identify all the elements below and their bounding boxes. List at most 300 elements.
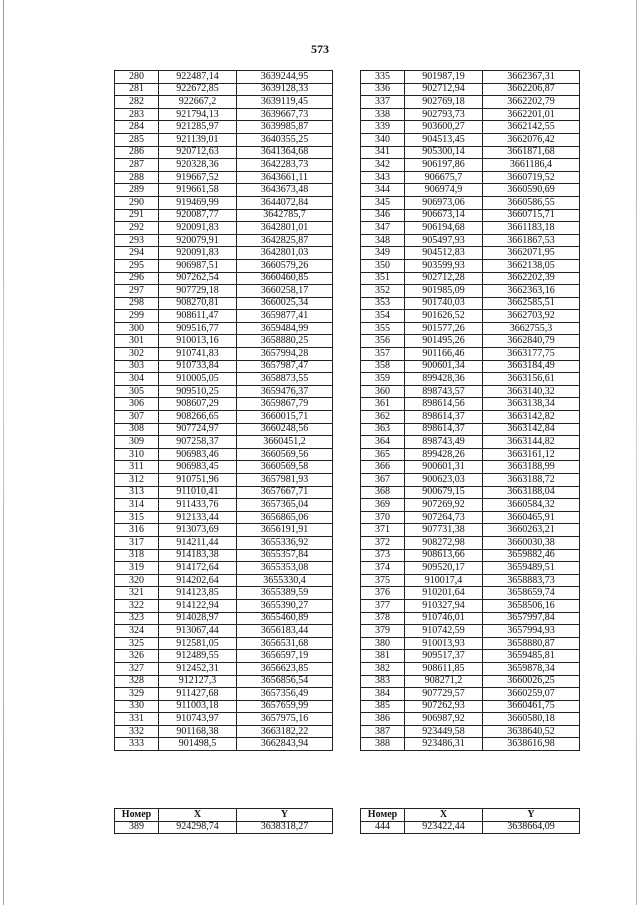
cell-x: 909516,77 [159,322,237,335]
cell-number: 308 [115,423,159,436]
table-row [361,436,580,449]
cell-x: 904513,45 [405,133,483,146]
cell-y: 3656865,06 [237,511,333,524]
cell-number: 366 [361,461,405,474]
table-row [361,599,580,612]
table-row [115,587,333,600]
cell-y: 3658880,25 [237,335,333,348]
cell-number: 324 [115,625,159,638]
cell-x: 914211,44 [159,536,237,549]
cell-y: 3662071,95 [483,247,580,260]
cell-x: 906974,9 [405,184,483,197]
table-row [361,398,580,411]
cell-x: 899428,36 [405,373,483,386]
table-row [115,599,333,612]
cell-number: 285 [115,133,159,146]
cell-number: 284 [115,121,159,134]
table-row [115,96,333,109]
cell-x: 902793,73 [405,108,483,121]
cell-number: 384 [361,688,405,701]
cell-number: 382 [361,662,405,675]
table-row [361,675,580,688]
cell-x: 910733,84 [159,360,237,373]
cell-y: 3642801,03 [237,247,333,260]
cell-number: 354 [361,310,405,323]
cell-x: 901987,19 [405,71,483,84]
table-row [361,348,580,361]
table-row [361,474,580,487]
cell-x: 899428,26 [405,448,483,461]
cell-y: 3657981,93 [237,474,333,487]
table-row [361,486,580,499]
cell-number: 353 [361,297,405,310]
table-row [361,373,580,386]
table-row [361,549,580,562]
cell-number: 339 [361,121,405,134]
table-row [361,423,580,436]
cell-x: 921285,97 [159,121,237,134]
cell-number: 305 [115,385,159,398]
cell-x: 910327,94 [405,599,483,612]
cell-number: 332 [115,725,159,738]
cell-y: 3662755,3 [483,322,580,335]
cell-y: 3660569,58 [237,461,333,474]
table-row [115,625,333,638]
cell-y: 3639128,33 [237,83,333,96]
table-row [115,335,333,348]
cell-number: 385 [361,700,405,713]
cell-number: 374 [361,562,405,575]
cell-number: 355 [361,322,405,335]
cell-number: 291 [115,209,159,222]
cell-x: 910751,96 [159,474,237,487]
cell-x: 907729,57 [405,688,483,701]
cell-number: 346 [361,209,405,222]
cell-y: 3656531,68 [237,637,333,650]
cell-x: 912452,31 [159,662,237,675]
cell-y: 3657994,93 [483,625,580,638]
cell-number: 287 [115,159,159,172]
cell-y: 3659877,41 [237,310,333,323]
cell-x: 910742,59 [405,625,483,638]
cell-number: 317 [115,536,159,549]
cell-number: 297 [115,285,159,298]
cell-y: 3662202,39 [483,272,580,285]
cell-y: 3657994,28 [237,348,333,361]
cell-y: 3660460,85 [237,272,333,285]
cell-x: 908611,47 [159,310,237,323]
cell-number: 360 [361,385,405,398]
cell-y: 3660579,26 [237,259,333,272]
cell-y: 3658880,87 [483,637,580,650]
cell-number: 340 [361,133,405,146]
cell-x: 920087,77 [159,209,237,222]
cell-y: 3659485,81 [483,650,580,663]
cell-y: 3662843,94 [237,738,333,751]
table-row [115,675,333,688]
cell-x: 910005,05 [159,373,237,386]
cell-x: 923486,31 [405,738,483,751]
cell-x: 907729,18 [159,285,237,298]
cell-y: 3660590,69 [483,184,580,197]
table-row [115,411,333,424]
cell-x: 914172,64 [159,562,237,575]
table-row [115,650,333,663]
coordinates-table-left [114,70,333,751]
table-row [361,612,580,625]
cell-y: 3662703,92 [483,310,580,323]
cell-y: 3658883,73 [483,574,580,587]
cell-number: 378 [361,612,405,625]
cell-y: 3662076,42 [483,133,580,146]
column-header-y: Y [483,809,580,822]
cell-number: 288 [115,171,159,184]
table-row [115,385,333,398]
cell-x: 907262,54 [159,272,237,285]
cell-number: 348 [361,234,405,247]
cell-number: 377 [361,599,405,612]
cell-number: 373 [361,549,405,562]
cell-x: 922487,14 [159,71,237,84]
table-row [115,360,333,373]
cell-number: 335 [361,71,405,84]
cell-y: 3655390,27 [237,599,333,612]
cell-x: 923422,44 [405,821,483,834]
cell-number: 283 [115,108,159,121]
cell-number: 304 [115,373,159,386]
cell-y: 3643673,48 [237,184,333,197]
cell-y: 3657975,16 [237,713,333,726]
cell-x: 914122,94 [159,599,237,612]
table-row [115,234,333,247]
cell-x: 910013,16 [159,335,237,348]
cell-y: 3660451,2 [237,436,333,449]
cell-y: 3639985,87 [237,121,333,134]
cell-y: 3658659,74 [483,587,580,600]
table-row [361,688,580,701]
cell-x: 909510,25 [159,385,237,398]
table-row [115,549,333,562]
cell-x: 924298,74 [159,821,237,834]
table-row [115,574,333,587]
table-row [115,612,333,625]
table-row [361,411,580,424]
table-row [361,108,580,121]
table-row [361,247,580,260]
table-row [361,297,580,310]
cell-x: 907262,93 [405,700,483,713]
cell-y: 3662585,51 [483,297,580,310]
cell-x: 914202,64 [159,574,237,587]
cell-y: 3658873,55 [237,373,333,386]
table-row [361,146,580,159]
cell-y: 3660025,34 [237,297,333,310]
cell-number: 357 [361,348,405,361]
cell-number: 359 [361,373,405,386]
cell-x: 913067,44 [159,625,237,638]
cell-y: 3642283,73 [237,159,333,172]
cell-number: 375 [361,574,405,587]
header-row [115,809,333,822]
cell-x: 908272,98 [405,536,483,549]
table-row [361,587,580,600]
cell-y: 3663188,04 [483,486,580,499]
table-row [361,524,580,537]
cell-y: 3642825,87 [237,234,333,247]
cell-y: 3663161,12 [483,448,580,461]
cell-number: 282 [115,96,159,109]
table-row [361,360,580,373]
cell-number: 289 [115,184,159,197]
cell-number: 342 [361,159,405,172]
cell-x: 910013,93 [405,637,483,650]
cell-number: 367 [361,474,405,487]
cell-y: 3660030,38 [483,536,580,549]
cell-number: 376 [361,587,405,600]
table-row [115,448,333,461]
table-row [361,133,580,146]
table-row [361,159,580,172]
coordinates-table-bottom-right [360,808,580,834]
table-row [361,71,580,84]
table-row [115,461,333,474]
cell-x: 906673,14 [405,209,483,222]
cell-y: 3657365,04 [237,499,333,512]
cell-x: 923449,58 [405,725,483,738]
cell-number: 370 [361,511,405,524]
cell-y: 3660569,56 [237,448,333,461]
cell-x: 909517,37 [405,650,483,663]
table-row [361,625,580,638]
table-row [115,821,333,834]
cell-x: 908613,66 [405,549,483,562]
cell-number: 306 [115,398,159,411]
cell-y: 3657659,99 [237,700,333,713]
cell-number: 293 [115,234,159,247]
cell-x: 898743,49 [405,436,483,449]
cell-number: 328 [115,675,159,688]
cell-y: 3660461,75 [483,700,580,713]
cell-x: 920079,91 [159,234,237,247]
cell-x: 900601,34 [405,360,483,373]
cell-number: 315 [115,511,159,524]
cell-x: 911427,68 [159,688,237,701]
cell-y: 3639667,73 [237,108,333,121]
table-row [115,700,333,713]
cell-number: 321 [115,587,159,600]
cell-y: 3660586,55 [483,196,580,209]
cell-y: 3662367,31 [483,71,580,84]
cell-x: 901495,26 [405,335,483,348]
coordinates-table-right [360,70,580,751]
table-row [115,423,333,436]
cell-x: 900601,31 [405,461,483,474]
cell-x: 906987,92 [405,713,483,726]
table-row [115,272,333,285]
cell-x: 898614,56 [405,398,483,411]
cell-number: 312 [115,474,159,487]
cell-number: 286 [115,146,159,159]
table-row [115,486,333,499]
cell-x: 904512,83 [405,247,483,260]
column-header-number: Номер [361,809,405,822]
cell-y: 3660719,52 [483,171,580,184]
cell-y: 3656183,44 [237,625,333,638]
cell-number: 281 [115,83,159,96]
cell-x: 907258,37 [159,436,237,449]
cell-x: 911433,76 [159,499,237,512]
cell-x: 913073,69 [159,524,237,537]
cell-number: 371 [361,524,405,537]
cell-number: 320 [115,574,159,587]
table-row [361,700,580,713]
cell-number: 380 [361,637,405,650]
cell-x: 901168,38 [159,725,237,738]
table-row [115,474,333,487]
cell-y: 3663156,61 [483,373,580,386]
table-row [115,209,333,222]
table-row [361,821,580,834]
cell-y: 3659484,99 [237,322,333,335]
cell-x: 920091,83 [159,247,237,260]
cell-x: 901626,52 [405,310,483,323]
cell-number: 347 [361,222,405,235]
cell-y: 3655330,4 [237,574,333,587]
cell-y: 3660263,21 [483,524,580,537]
table-row [115,171,333,184]
cell-y: 3656856,54 [237,675,333,688]
table-row [115,322,333,335]
cell-number: 322 [115,599,159,612]
cell-x: 922667,2 [159,96,237,109]
cell-y: 3639244,95 [237,71,333,84]
coordinates-table-left-body [115,71,333,751]
cell-y: 3662363,16 [483,285,580,298]
table-row [115,159,333,172]
cell-y: 3655460,89 [237,612,333,625]
cell-x: 912581,05 [159,637,237,650]
cell-y: 3655353,08 [237,562,333,575]
cell-x: 906983,46 [159,448,237,461]
cell-y: 3662201,01 [483,108,580,121]
table-row [115,310,333,323]
cell-y: 3661871,68 [483,146,580,159]
cell-y: 3656191,91 [237,524,333,537]
cell-x: 912489,55 [159,650,237,663]
cell-number: 383 [361,675,405,688]
cell-number: 365 [361,448,405,461]
cell-number: 298 [115,297,159,310]
cell-number: 389 [115,821,159,834]
cell-y: 3659878,34 [483,662,580,675]
table-row [115,71,333,84]
cell-y: 3662142,55 [483,121,580,134]
cell-number: 310 [115,448,159,461]
table-row [115,146,333,159]
cell-x: 901577,26 [405,322,483,335]
cell-number: 341 [361,146,405,159]
cell-number: 369 [361,499,405,512]
cell-x: 919469,99 [159,196,237,209]
cell-x: 914183,38 [159,549,237,562]
cell-y: 3660584,32 [483,499,580,512]
table-row [115,738,333,751]
cell-y: 3638664,09 [483,821,580,834]
cell-y: 3640355,25 [237,133,333,146]
cell-y: 3661186,4 [483,159,580,172]
table-row [361,562,580,575]
cell-x: 906973,06 [405,196,483,209]
cell-x: 907269,92 [405,499,483,512]
table-row [115,83,333,96]
table-row [115,285,333,298]
table-row [361,310,580,323]
cell-number: 326 [115,650,159,663]
cell-x: 910741,83 [159,348,237,361]
cell-number: 356 [361,335,405,348]
cell-x: 907731,38 [405,524,483,537]
cell-y: 3655336,92 [237,536,333,549]
cell-x: 910746,01 [405,612,483,625]
cell-x: 906675,7 [405,171,483,184]
cell-number: 329 [115,688,159,701]
cell-x: 902712,28 [405,272,483,285]
cell-x: 906197,86 [405,159,483,172]
cell-y: 3660259,07 [483,688,580,701]
cell-x: 910017,4 [405,574,483,587]
cell-number: 333 [115,738,159,751]
cell-x: 920091,83 [159,222,237,235]
cell-number: 318 [115,549,159,562]
cell-number: 358 [361,360,405,373]
cell-number: 323 [115,612,159,625]
cell-x: 898614,37 [405,411,483,424]
cell-number: 351 [361,272,405,285]
cell-x: 901166,46 [405,348,483,361]
cell-number: 372 [361,536,405,549]
cell-number: 337 [361,96,405,109]
cell-number: 311 [115,461,159,474]
cell-number: 345 [361,196,405,209]
cell-x: 908607,29 [159,398,237,411]
table-row [361,499,580,512]
cell-x: 914123,85 [159,587,237,600]
cell-x: 921794,13 [159,108,237,121]
cell-number: 379 [361,625,405,638]
cell-number: 352 [361,285,405,298]
cell-number: 361 [361,398,405,411]
cell-number: 319 [115,562,159,575]
cell-number: 316 [115,524,159,537]
cell-x: 906983,45 [159,461,237,474]
table-row [115,348,333,361]
cell-y: 3657997,84 [483,612,580,625]
table-row [361,285,580,298]
cell-y: 3663177,75 [483,348,580,361]
table-row [115,499,333,512]
cell-y: 3660258,17 [237,285,333,298]
cell-number: 336 [361,83,405,96]
table-row [361,725,580,738]
cell-y: 3660465,91 [483,511,580,524]
cell-x: 901740,03 [405,297,483,310]
cell-y: 3638616,98 [483,738,580,751]
cell-number: 294 [115,247,159,260]
cell-x: 902712,94 [405,83,483,96]
cell-y: 3641364,68 [237,146,333,159]
table-row [361,171,580,184]
cell-x: 911003,18 [159,700,237,713]
